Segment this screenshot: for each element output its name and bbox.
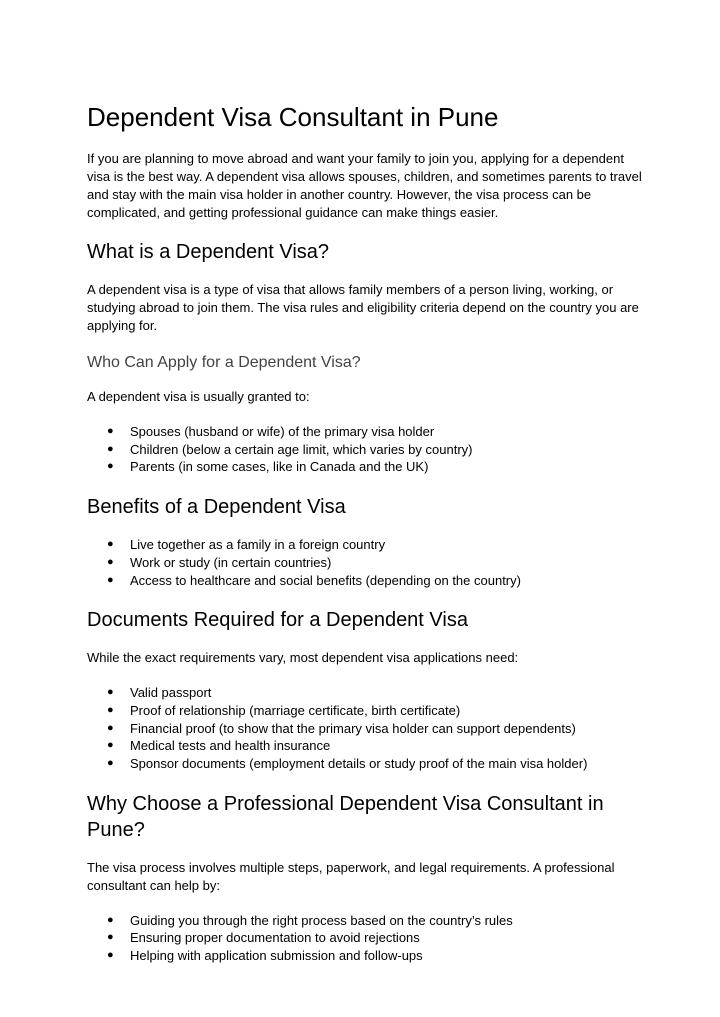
bullet-icon: ● (107, 721, 114, 734)
list-item: ● Access to healthcare and social benefits (depending on the country) (107, 572, 521, 588)
bullet-icon: ● (107, 949, 114, 962)
why-list (87, 912, 647, 965)
bullet-icon: ● (107, 460, 114, 473)
bullet-icon: ● (107, 555, 114, 568)
bullet-icon: ● (107, 573, 114, 586)
benefits-list (87, 536, 647, 589)
heading-benefits: Benefits of a Dependent Visa (87, 496, 346, 519)
list-item: ● Proof of relationship (marriage certificate, birth certificate) (107, 702, 461, 718)
bullet-icon: ● (107, 425, 114, 437)
list-item: ● Helping with application submission and follow-ups (107, 948, 423, 964)
list-item: ● Ensuring proper documentation to avoid rejections (107, 930, 420, 946)
what-paragraph: A dependent visa is a type of visa that allows family members of a person living, working, or studying abroad to join them. The visa rules and eligibility criteria depend on the country you are applying for. (87, 282, 639, 333)
documents-paragraph: While the exact requirements vary, most dependent visa applications need: (87, 650, 519, 666)
heading-what-is-dependent-visa: What is a Dependent Visa? (87, 241, 330, 263)
heading-why-choose: Why Choose a Professional Dependent Visa Consultant in Pune? (87, 792, 604, 841)
bullet-icon: ● (107, 538, 114, 551)
list-item: ● Work or study (in certain countries) (107, 554, 332, 570)
bullet-icon: ● (107, 686, 114, 699)
document-page (87, 100, 647, 983)
bullet-icon: ● (107, 442, 114, 455)
heading-who-can-apply: Who Can Apply for a Dependent Visa? (87, 354, 361, 371)
list-item: ● Parents (in some cases, like in Canada and the UK) (107, 459, 429, 475)
bullet-icon: ● (107, 739, 114, 752)
who-paragraph: A dependent visa is usually granted to: (87, 389, 310, 404)
list-item: ● Valid passport (107, 685, 212, 701)
list-item: ● Sponsor documents (employment details or study proof of the main visa holder) (107, 756, 588, 772)
documents-list (87, 684, 647, 773)
heading-documents-required: Documents Required for a Dependent Visa (87, 609, 468, 632)
list-item: ● Spouses (husband or wife) of the primary visa holder (107, 424, 435, 439)
page-title: Dependent Visa Consultant in Pune (87, 102, 499, 132)
bullet-icon: ● (107, 913, 114, 926)
list-item: ● Guiding you through the right process based on the country’s rules (107, 912, 513, 928)
bullet-icon: ● (107, 931, 114, 944)
who-list (87, 423, 647, 476)
bullet-icon: ● (107, 757, 114, 770)
list-item: ● Financial proof (to show that the primary visa holder can support dependents) (107, 720, 576, 736)
list-item: ● Medical tests and health insurance (107, 738, 331, 754)
list-item: ● Live together as a family in a foreign country (107, 537, 386, 553)
intro-paragraph: If you are planning to move abroad and want your family to join you, applying for a dependent visa is the best way. A dependent visa allows spouses, children, and sometimes parents to travel and stay with the main visa holder in another country. However, the visa process can be complicated, and getting professional guidance can make things easier. (87, 151, 642, 220)
list-item: ● Children (below a certain age limit, which varies by country) (107, 441, 473, 457)
why-paragraph: The visa process involves multiple steps, paperwork, and legal requirements. A professional consultant can help by: (87, 859, 615, 893)
bullet-icon: ● (107, 703, 114, 716)
